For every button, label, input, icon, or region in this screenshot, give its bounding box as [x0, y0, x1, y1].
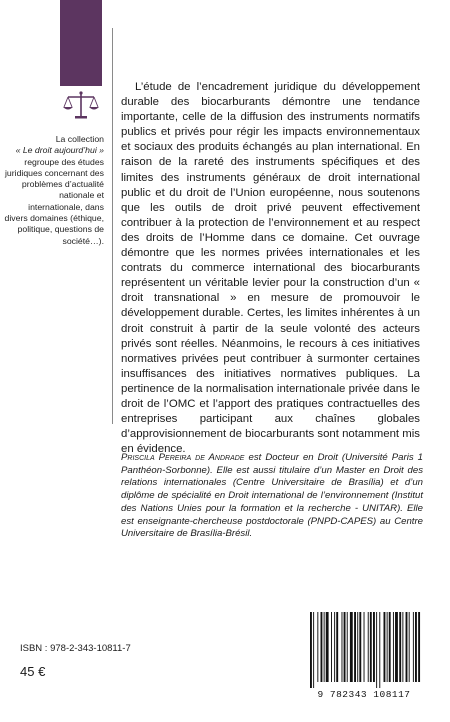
barcode-bar — [344, 612, 346, 682]
vertical-divider — [112, 28, 113, 424]
scales-of-justice-icon — [62, 90, 100, 120]
collection-series-name: « Le droit aujourd’hui » — [15, 145, 104, 156]
barcode — [300, 610, 428, 702]
barcode-bar — [350, 612, 353, 682]
barcode-bar — [415, 612, 417, 682]
barcode-bar — [354, 612, 356, 682]
collection-body: regroupe des études juridiques concernant des problèmes d’actualité nationale et internationale, dans divers domaines (éthique, politique, questions de société…). — [4, 156, 104, 246]
barcode-bar — [406, 612, 408, 682]
isbn: ISBN : 978-2-343-10811-7 — [20, 643, 131, 654]
barcode-bar — [317, 612, 318, 682]
barcode-bar — [334, 612, 335, 682]
barcode-bar — [379, 612, 380, 688]
collection-logo — [58, 86, 104, 124]
left-column — [0, 0, 112, 722]
barcode-bar — [310, 612, 312, 688]
barcode-bar — [409, 612, 410, 682]
barcode-bar — [395, 612, 398, 682]
barcode-bar — [387, 612, 388, 682]
barcode-bar — [389, 612, 391, 682]
barcode-bar — [368, 612, 369, 682]
barcode-bars — [300, 610, 428, 690]
barcode-bar — [384, 612, 386, 682]
collection-description — [4, 134, 104, 247]
author-bio — [121, 452, 423, 541]
barcode-bar — [413, 612, 414, 682]
book-summary: L’étude de l’encadrement juridique du développement durable des biocarburants démontre une tendance importante, celle de la diffusion des instruments normatifs publics et privés pour régir les impacts environnementaux et sociaux des produits échangés au plan international. En raison de la rareté des instruments spécifiques et des limites des instruments généraux de droit international public et du droit de l’Union européenne, nous soutenons que les outils de droit privé peuvent effectivement contribuer à la protection de l’environnement et au respect des droits de l’Homme dans ce domaine. Cet ouvrage démontre que les normes privées internationales et les contrats du commerce international des biocarburants représentent un véritable levier pour la construction d’un « droit transnational » en mesure de promouvoir le développement durable. Certes, les limites inhérentes à un droit construit à partir de la seule volonté des acteurs privés sont réelles. Néanmoins, le recours à ces initiatives normatives privées peut contribuer à surmonter certaines insuffisances des initiatives normatives publiques. La pertinence de la normalisation internationale privée dans le droit de l’OMC et l’apport des pratiques contractuelles des entreprises participant aux chaînes globales d’approvisionnement de biocarburants sont notamment mis en évidence. — [121, 81, 420, 456]
barcode-bar — [373, 612, 375, 682]
barcode-bar — [370, 612, 372, 682]
barcode-bar — [359, 612, 361, 682]
author-name: Priscila Pereira de Andrade — [121, 452, 245, 463]
barcode-bar — [313, 612, 314, 688]
barcode-bar — [331, 612, 332, 682]
barcode-bar — [342, 612, 343, 682]
barcode-bar — [402, 612, 403, 682]
barcode-bar — [376, 612, 377, 688]
barcode-bar — [393, 612, 394, 682]
barcode-bar — [347, 612, 348, 682]
barcode-digits: 9 782343 108117 — [317, 689, 411, 700]
barcode-bar — [321, 612, 323, 682]
barcode-bar — [364, 612, 365, 682]
barcode-bar — [336, 612, 338, 682]
barcode-bar — [399, 612, 401, 682]
barcode-bar — [326, 612, 329, 682]
price: 45 € — [20, 664, 46, 679]
barcode-bar — [357, 612, 358, 682]
author-bio-text: est Docteur en Droit (Université Paris 1 Panthéon-Sorbonne). Elle est aussi titulaire d’un Master en Droit des relations internationales (Centre Universitaire de Brasília) et d’un diplôme de spécialité en Droit international de l’environnement (Institut des Nations Unies pour la formation et la recherche - UNITAR). Elle est enseignante-chercheuse postdoctorale (PNPD-CAPES) au Centre Universitaire de Brasília-Brésil. — [121, 452, 423, 540]
collection-intro: La collection — [55, 134, 104, 144]
barcode-bar — [324, 612, 325, 682]
barcode-bar — [418, 612, 420, 682]
